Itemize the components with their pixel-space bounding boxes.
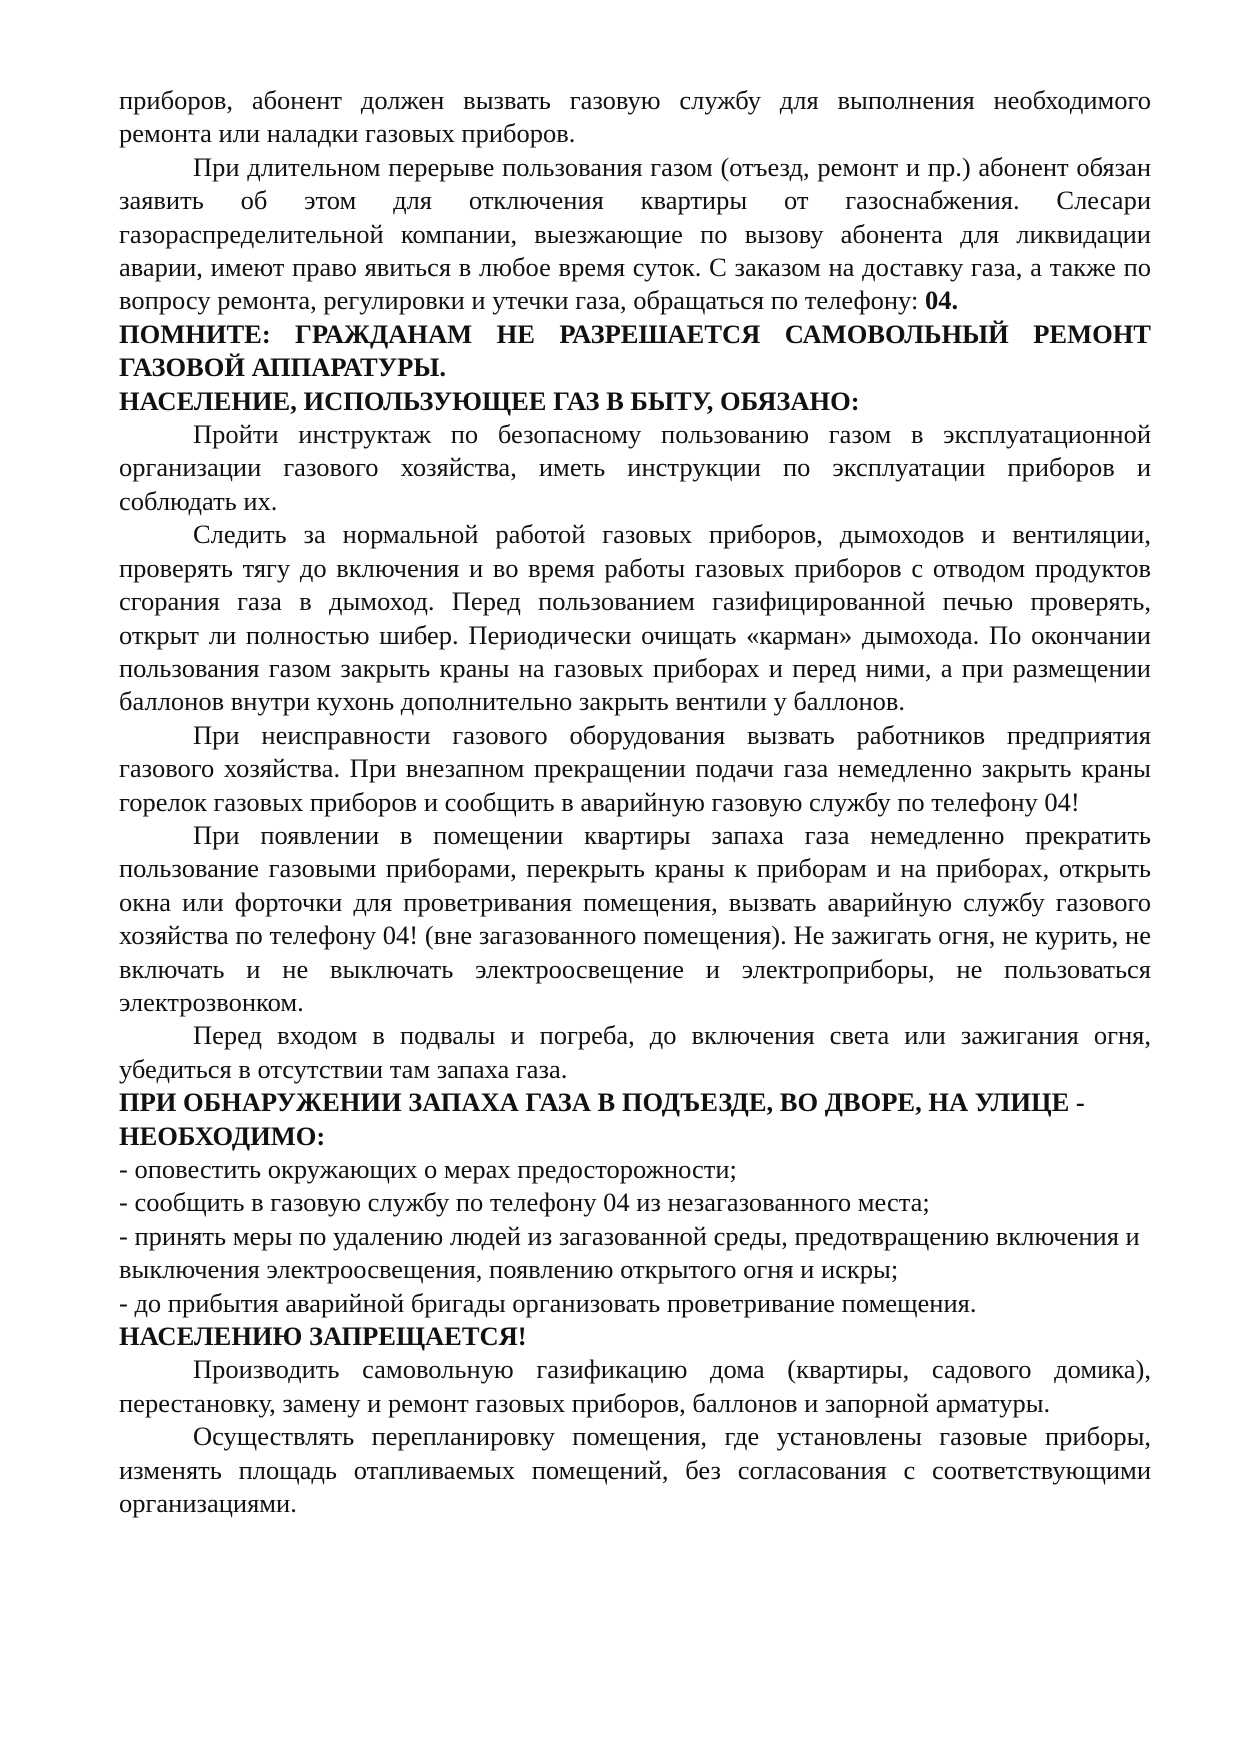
paragraph-basement: Перед входом в подвалы и погреба, до включения света или зажигания огня, убедиться в отсутствии там запаха газа. — [119, 1020, 1151, 1084]
emergency-phone-number: 04. — [924, 285, 959, 316]
paragraph-long-break-text: При длительном перерыве пользования газом (отъезд, ремонт и пр.) абонент обязан заявить об этом для отключения квартиры от газоснабжения. Слесари газораспределительной компании, выезжающие по вызову абонента для ликвидации аварии, имеют право явиться в любое время суток. С заказом на доставку газа, а также по вопросу ремонта, регулировки и утечки газа, обращаться по телефону: — [119, 151, 1151, 316]
document-page — [119, 84, 1151, 1520]
paragraph-instruction: Пройти инструктаж по безопасному пользованию газом в эксплуатационной организации газового хозяйства, иметь инструкции по эксплуатации приборов и соблюдать их. — [119, 419, 1151, 516]
paragraph-long-break — [119, 151, 1151, 318]
heading-prohibited: НАСЕЛЕНИЮ ЗАПРЕЩАЕТСЯ! — [119, 1321, 527, 1352]
paragraph-gas-smell-apartment: При появлении в помещении квартиры запаха газа немедленно прекратить пользование газовыми приборами, перекрыть краны к приборам и на приборах, открыть окна или форточки для проветривания помещения, вызвать аварийную службу газового хозяйства по телефону 04! (вне загазованного помещения). Не зажигать огня, не курить, не включать и не выключать электроосвещение и электроприборы, не пользоваться электрозвонком. — [119, 819, 1151, 1017]
list-item: - до прибытия аварийной бригады организовать проветривание помещения. — [119, 1287, 977, 1318]
paragraph-monitor-devices: Следить за нормальной работой газовых приборов, дымоходов и вентиляции, проверять тягу до включения и во время работы газовых приборов с отводом продуктов сгорания газа в дымоход. Перед пользованием газифицированной печью проверять, открыт ли полностью шибер. Периодически очищать «карман» дымохода. По окончании пользования газом закрыть краны на газовых приборах и перед ними, а при размещении баллонов внутри кухонь дополнительно закрыть вентили у баллонов. — [119, 519, 1151, 717]
heading-no-self-repair: ПОМНИТЕ: ГРАЖДАНАМ НЕ РАЗРЕШАЕТСЯ САМОВОЛЬНЫЙ РЕМОНТ ГАЗОВОЙ АППАРАТУРЫ. — [119, 318, 1151, 383]
list-item: - сообщить в газовую службу по телефону 04 из незагазованного места; — [119, 1187, 930, 1218]
actions-list — [119, 1153, 1151, 1320]
list-item: - принять меры по удалению людей из загазованной среды, предотвращению включения и выключения электроосвещения, появлению открытого огня и искры; — [119, 1220, 1140, 1285]
paragraph-self-gasification: Производить самовольную газификацию дома (квартиры, садового домика), перестановку, замену и ремонт газовых приборов, баллонов и запорной арматуры. — [119, 1354, 1151, 1418]
heading-obligations: НАСЕЛЕНИЕ, ИСПОЛЬЗУЮЩЕЕ ГАЗ В БЫТУ, ОБЯЗАНО: — [119, 385, 860, 416]
paragraph-repair-call: приборов, абонент должен вызвать газовую службу для выполнения необходимого ремонта или наладки газовых приборов. — [119, 85, 1151, 149]
list-item: - оповестить окружающих о мерах предосторожности; — [119, 1154, 737, 1184]
paragraph-malfunction: При неисправности газового оборудования вызвать работников предприятия газового хозяйства. При внезапном прекращении подачи газа немедленно закрыть краны горелок газовых приборов и сообщить в аварийную газовую службу по телефону 04! — [119, 719, 1151, 817]
paragraph-replanning: Осуществлять перепланировку помещения, где установлены газовые приборы, изменять площадь отапливаемых помещений, без согласования с соответствующими организациями. — [119, 1421, 1151, 1519]
heading-gas-smell-outside: ПРИ ОБНАРУЖЕНИИ ЗАПАХА ГАЗА В ПОДЪЕЗДЕ, ВО ДВОРЕ, НА УЛИЦЕ - НЕОБХОДИМО: — [119, 1087, 1085, 1151]
